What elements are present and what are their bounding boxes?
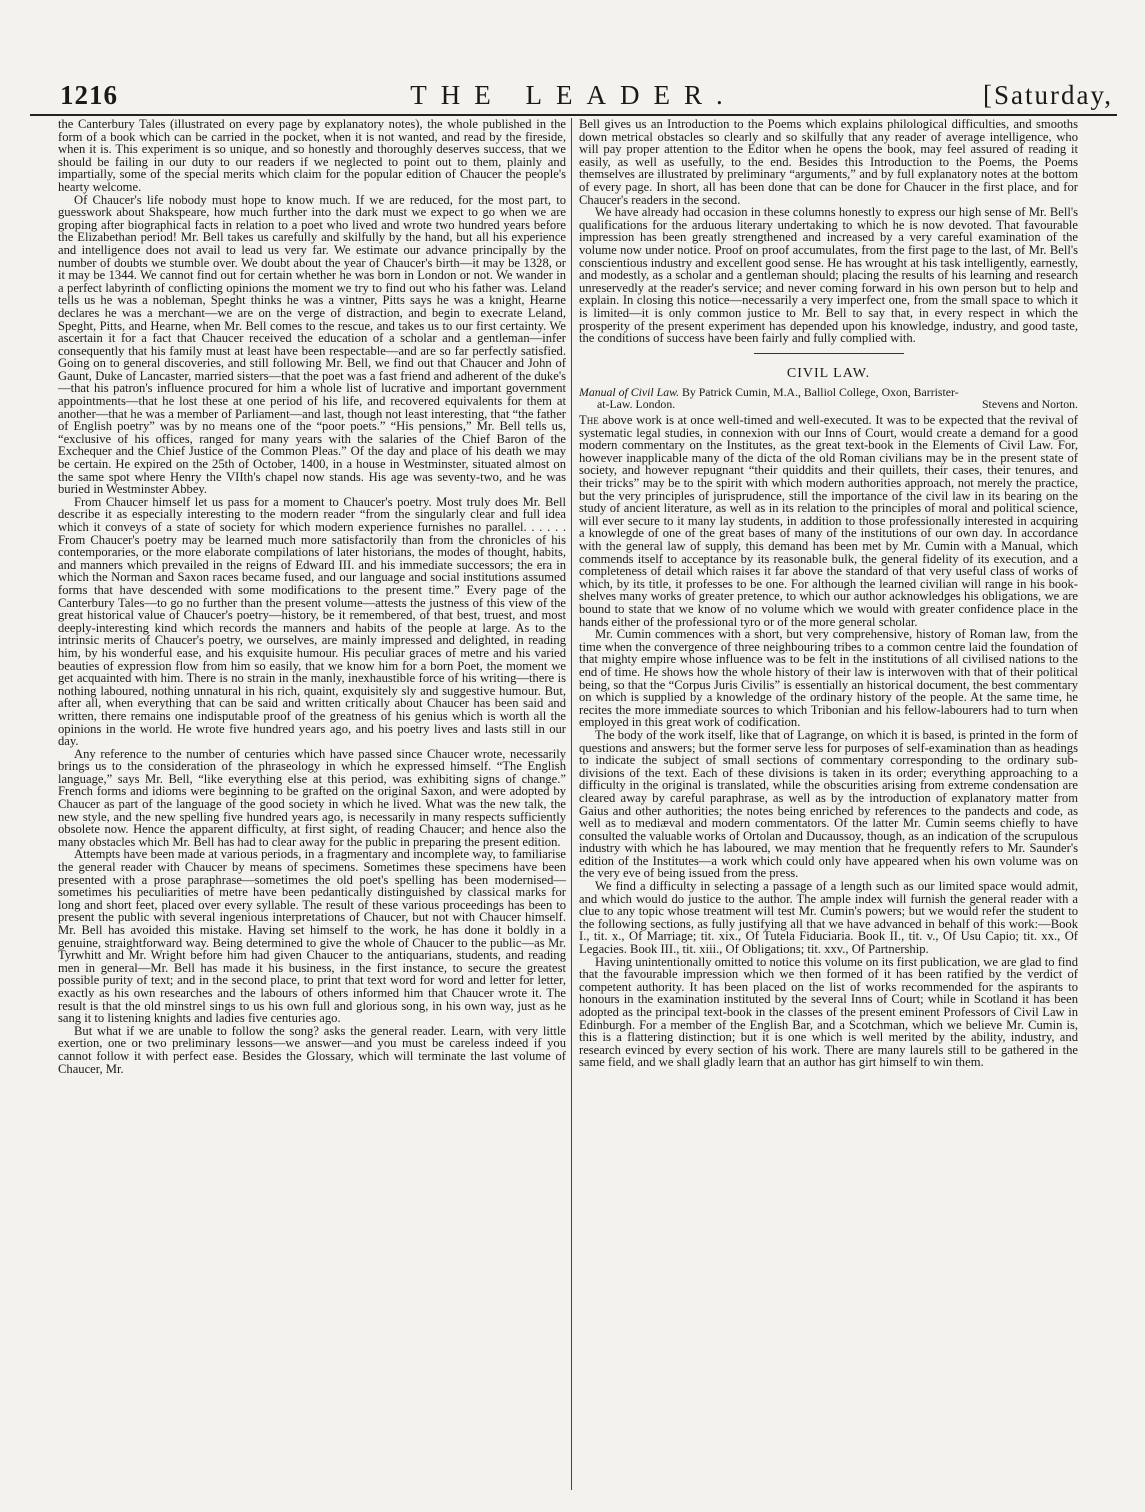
article-paragraph: From Chaucer himself let us pass for a moment to Chaucer's poetry. Most truly does Mr. Bell describe it as especially interesting to the modern reader “from the singularly clear and full idea which it conveys of a state of society for which modern experience furnishes no parallel. . . . . . From Chaucer's poetry may be learned much more satisfactorily than from the chronicles of his contemporaries, or the more elaborate compilations of later historians, the modes of thought, habits, and manners which prevailed in the reigns of Edward III. and his immediate successors; the era in which the Norman and Saxon races became fused, and our language and social institutions assumed forms that have descended with some modifications to the present time.” Every page of the Canterbury Tales—to go no further than the present volume—attests the justness of this view of the great historical value of Chaucer's poetry—history, be it remembered, of that best, truest, and most deeply-interesting kind which records the manners and habits of the people at large. As to the intrinsic merits of Chaucer's poetry, we ourselves, are mainly impressed and delighted, in reading him, by his wonderful ease, and his exquisite humour. His peculiar graces of metre and his varied beauties of expression flow from him so easily, that we know him for a born Poet, the moment we get acquainted with him. There is no strain in the manly, inexhaustible force of his writing—there is nothing laboured, nothing unnatural in his rich, quaint, exquisitely sly and suggestive humour. But, after all, when everything that can be said and written critically about Chaucer has been said and written, there remains one indisputable proof of the greatness of his genius which is worth all the opinions in the world. He wrote five hundred years ago, and his poetry lives and lasts still in our day. [58, 494, 566, 749]
page-number: 1216 [60, 80, 118, 110]
article-paragraph: Bell gives us an Introduction to the Poems which explains philological difficulties, and smooths down metrical obstacles so clearly and so skilfully that any reader of average intelligence, who will pay proper attention to the Editor when he opens the book, may feel assured of reading it easily, as well as usefully, to the end. Besides this Introduction to the Poems, the Poems themselves are illustrated by preliminary “arguments,” and by full explanatory notes at the bottom of every page. In short, all has been done that can be done for Chaucer in the first place, and for Chaucer's readers in the second. [579, 118, 1078, 207]
lead-word: The [579, 413, 599, 428]
section-rule [754, 353, 904, 354]
article-paragraph: But what if we are unable to follow the song? asks the general reader. Learn, with very little exertion, one or two preliminary lessons—we answer—and you must be careless indeed if you cannot follow it with perfect ease. Besides the Glossary, which will terminate the last volume of Chaucer, Mr. [58, 1023, 566, 1076]
review-paragraph [579, 414, 1078, 628]
review-paragraph-text: above work is at once well-timed and well-executed. It was to be expected that the revival of systematic legal studies, in connexion with our Inns of Court, would create a demand for a good modern commentary on the Institutes, as the great text-book in the Elements of Civil Law. For, however inapplicable many of the dicta of the old Roman civilians may be in the present state of society, and however repugnant “their quiddits and their quillets, their cases, their tenures, and their tricks” may be to the spirit with which modern authorities approach, not merely the practice, but the very principles of jurisprudence, still the importance of the civil law in its bearing on the study of ancient literature, as well as in its relation to the principles of moral and political science, will ever secure to it many lay students, in addition to those professionally interested in acquiring a knowlegde of one of the great bases of many of the institutions of our own day. In accordance with the general law of supply, this demand has been met by Mr. Cumin with a Manual, which commends itself to acceptance by its reasonable bulk, the general fidelity of its execution, and a completeness of detail which raises it far above the standard of that very useful class of works of which, by its title, it professes to be one. For although the learned civilian will range in his book-shelves many works of greater pretence, to which our author acknowledges his obligations, we are bound to state that we know of no volume which we would with greater confidence place in the hands either of the professional tyro or of the more general scholar. [579, 413, 1078, 629]
book-citation [579, 386, 1078, 410]
right-column [579, 118, 1078, 1494]
book-title: Manual of Civil Law. [579, 384, 680, 399]
section-heading-civil-law: CIVIL LAW. [786, 365, 871, 381]
book-author: By Patrick Cumin, M.A., Balliol College, Oxon, Barrister- [682, 384, 959, 399]
left-column [58, 118, 566, 1494]
day-label: [Saturday, [983, 80, 1113, 110]
article-paragraph: Of Chaucer's life nobody must hope to know much. If we are reduced, for the most part, to guesswork about Shakspeare, how much further into the dark must we expect to go when we are groping after biographical facts in relation to a poet who lived and wrote two hundred years before the Elizabethan period! Mr. Bell takes us carefully and skilfully by the hand, but all his experience and intelligence does not avail to lead us very far. We estimate our advance principally by the number of doubts we stumble over. We doubt about the year of Chaucer's birth—it may be 1328, or it may be 1344. We cannot find out for certain whether he was born in London or not. We wander in a perfect labyrinth of conflicting opinions the moment we try to find out who his father was. Leland tells us he was a nobleman, Speght thinks he was a vintner, Pitts says he was a knight, Hearne declares he was a merchant—we are on the verge of distraction, and begin to execrate Leland, Speght, Pitts, and Hearne, when Mr. Bell comes to the rescue, and takes us to our first certainty. We ascertain it for a fact that Chaucer received the education of a scholar and a gentleman—infer consequently that his family must at least have been respectable—and are so far perfectly satisfied. Going on to general discoveries, and still following Mr. Bell, we find out that Chaucer and John of Gaunt, Duke of Lancaster, married sisters—that the poet was a fast friend and adherent of the duke's—that his patron's influence procured for him a whole list of lucrative and important government appointments—that he lost these at one period of his life, and recovered equivalents for them at another—that he was a member of Parliament—and last, though not least interesting, that “the father of English poetry” was by no means one of the “poor poets.” “His pensions,” Mr. Bell tells us, “exclusive of his offices, ranged for many years with the salaries of the Chief Baron of the Exchequer and the Chief Justice of the Common Pleas.” Of the day and place of his death we may be certain. He expired on the 25th of October, 1400, in a house in Westminster, situated almost on the same spot where Henry the VIIth's chapel now stands. His age was seventy-two, and he was buried in Westminster Abbey. [58, 192, 566, 497]
review-paragraph: Having unintentionally omitted to notice this volume on its first publication, we are glad to find that the favourable impression which we then formed of it has been ratified by the verdict of competent authority. It has been placed on the list of works recommended for the aspirants to honours in the examination instituted by the several Inns of Court; while in Scotland it has been adopted as the principal text-book in the classes of the present eminent Professors of Civil Law in Edinburgh. For a member of the English Bar, and a Scotchman, which we believe Mr. Cumin is, this is a flattering distinction; but it is one which is well merited by the ability, industry, and research evinced by every section of his work. There are many laurels still to be gathered in the same field, and we shall gladly learn that an author has girt himself to win them. [579, 954, 1078, 1070]
review-paragraph: The body of the work itself, like that of Lagrange, on which it is based, is printed in the form of questions and answers; but the former serve less for purposes of self-examination than as headings to indicate the subject of small sections of commentary corresponding to the ordinary sub-divisions of the text. Each of these divisions is taken in its order; everything approaching to a difficulty in the original is translated, while the obscurities arising from extreme condensation are cleared away by careful paraphrase, as well as by the introduction of explanatory matter from Gaius and other authorities; the notes being enriched by references to the pandects and code, as well as to mediæval and modern commentators. Of the latter Mr. Cumin seems chiefly to have consulted the valuable works of Ortolan and Ducaussoy, though, as an indication of the scrupulous industry with which he has laboured, we may mention that he frequently refers to Mr. Saunder's edition of the Institutes—a work which could only have appeared when his own volume was on the very eve of being issued from the press. [579, 727, 1078, 881]
newspaper-title: THE LEADER. [410, 80, 737, 110]
article-paragraph: the Canterbury Tales (illustrated on every page by explanatory notes), the whole published in the form of a book which can be carried in the pocket, when it is not wanted, and read by the fireside, when it is. This experiment is so unique, and so honestly and thoroughly deserves success, that we should be failing in our duty to our readers if we neglected to point out to them, plainly and impartially, some of the special merits which claim for the popular edition of Chaucer the people's hearty welcome. [58, 118, 566, 194]
column-divider [571, 118, 572, 1490]
article-paragraph: Any reference to the number of centuries which have passed since Chaucer wrote, necessarily brings us to the consideration of the phraseology in which he expressed himself. “The English language,” says Mr. Bell, “like everything else at this period, was exhibiting signs of change.” French forms and idioms were beginning to be grafted on the original Saxon, and were adopted by Chaucer as part of the language of the good society in which he lived. What was the new talk, the new style, and the new spelling five hundred years ago, is necessarily in many respects sufficiently obsolete now. Hence the apparent difficulty, at first sight, of reading Chaucer; and hence also the many obstacles which Mr. Bell has had to clear away for the public in preparing the present edition. [58, 746, 566, 849]
book-publisher: Stevens and Norton. [982, 396, 1078, 411]
review-paragraph: Mr. Cumin commences with a short, but very comprehensive, history of Roman law, from the time when the convergence of three neighbouring tribes to a common centre laid the foundation of that mighty empire whose influence was to be felt in the institutions of all civilised nations to the end of time. He shows how the whole history of their law is interwoven with that of their political being, so that the “Corpus Juris Civilis” is essentially an historical document, the best commentary on which is supplied by a knowledge of the ordinary history of the people. At the same time, he recites the more immediate sources to which Tribonian and his fellow-labourers had to turn when employed in this great work of codification. [579, 627, 1078, 730]
article-paragraph: We have already had occasion in these columns honestly to express our high sense of Mr. Bell's qualifications for the arduous literary undertaking to which he is now devoted. That favourable impression has been greatly strengthened and increased by a very careful examination of the volume now under notice. Proof on proof accumulates, from the first page to the last, of Mr. Bell's conscientious industry and excellent good sense. He has wrought at his task intelligently, earnestly, and modestly, as a scholar and a gentleman should; placing the results of his learning and research unreservedly at the reader's service; and never coming forward in his own person but to help and explain. In closing this notice—necessarily a very imperfect one, from the small space to which it is limited—it is only common justice to Mr. Bell to say that, in every respect in which the prosperity of the present experiment has depended upon his knowledge, industry, and good taste, the conditions of success have been fairly and fully complied with. [579, 205, 1078, 346]
masthead [30, 78, 1117, 116]
book-author-tail: at-Law. London. [597, 396, 676, 411]
review-paragraph: We find a difficulty in selecting a passage of a length such as our limited space would admit, and which would do justice to the author. The ample index will furnish the general reader with a clue to any topic whose treatment will test Mr. Cumin's powers; but we would refer the student to the following sections, as fully justifying all that we have advanced in behalf of this work:—Book I., tit. x., Of Marriage; tit. xix., Of Tutela Fiduciaria. Book II., tit. v., Of Usu Capio; tit. xx., Of Legacies. Book III., tit. xiii., Of Obligations; tit. xxv., Of Partnership. [579, 879, 1078, 957]
article-paragraph: Attempts have been made at various periods, in a fragmentary and incomplete way, to familiarise the general reader with Chaucer by means of specimens. Sometimes these specimens have been presented with a prose paraphrase—sometimes the old poet's spelling has been modernised—sometimes his peculiarities of metre have been pedantically distinguished by classical marks for long and short feet, placed over every syllable. The result of these various proceedings has been to present the public with several ingenious interpretations of Chaucer, but not with Chaucer himself. Mr. Bell has avoided this mistake. Having set himself to the work, he has done it boldly in a genuine, straightforward way. Being determined to give the whole of Chaucer to the public—as Mr. Tyrwhitt and Mr. Wright before him had given Chaucer to the antiquarians, students, and reading men in general—Mr. Bell has made it his business, in the first instance, to secure the greatest possible purity of text; and in the second place, to print that text word for word and letter for letter, exactly as his own researches and the labours of others informed him that Chaucer wrote it. The result is that the old minstrel sings to us his own full and glorious song, in his own way, just as he sang it to listening knights and ladies five centuries ago. [58, 847, 566, 1026]
